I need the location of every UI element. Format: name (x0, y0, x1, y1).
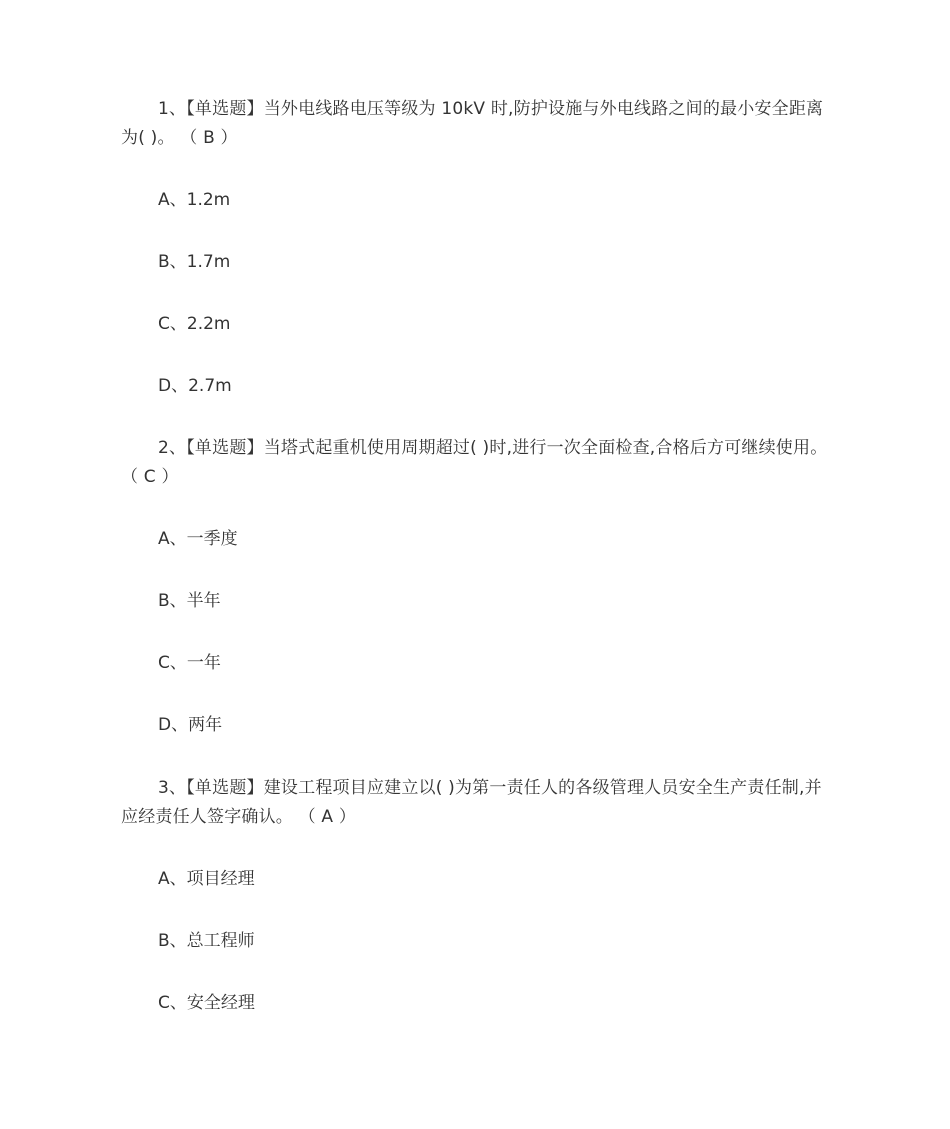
option-text: 1.7m (186, 252, 231, 272)
question-answer: （ A ） (298, 807, 357, 827)
option-letter: A、 (158, 529, 187, 549)
option-letter: A、 (158, 869, 187, 889)
question-type: 【单选题】 (186, 778, 264, 798)
option-letter: D、 (158, 376, 189, 396)
question-3-option-a (158, 867, 255, 891)
option-text: 1.2m (186, 190, 231, 210)
option-text: 半年 (186, 591, 221, 611)
option-text: 总工程师 (186, 931, 255, 951)
question-1-option-a (158, 188, 230, 212)
question-text: 建设工程项目应建立以( )为第一责任人的各级管理人员安全生产责任制,并应经责任人签字确认。 (121, 778, 822, 827)
option-letter: C、 (158, 993, 187, 1013)
option-text: 项目经理 (186, 869, 255, 889)
option-letter: D、 (158, 715, 189, 735)
question-type: 【单选题】 (186, 438, 264, 458)
option-letter: B、 (158, 591, 187, 611)
question-3-option-c (158, 991, 255, 1015)
question-2-option-c (158, 651, 221, 675)
option-letter: B、 (158, 252, 187, 272)
question-type: 【单选题】 (186, 99, 264, 119)
question-1-option-d (158, 374, 232, 398)
question-2-option-a (158, 527, 238, 551)
option-text: 一年 (186, 653, 221, 673)
question-1-option-b (158, 250, 230, 274)
question-answer: （ B ） (180, 128, 238, 148)
option-letter: B、 (158, 931, 187, 951)
question-1-option-c (158, 312, 230, 336)
question-text: 当外电线路电压等级为 10kV 时,防护设施与外电线路之间的最小安全距离为( )。 (121, 99, 824, 148)
question-answer: （ C ） (121, 467, 179, 487)
question-3-option-b (158, 929, 255, 953)
question-text: 当塔式起重机使用周期超过( )时,进行一次全面检查,合格后方可继续使用。 (263, 438, 828, 458)
option-text: 两年 (188, 715, 223, 735)
option-text: 一季度 (186, 529, 238, 549)
option-letter: C、 (158, 314, 187, 334)
question-number: 3、 (158, 778, 187, 798)
question-number: 2、 (158, 438, 187, 458)
question-2 (121, 434, 833, 492)
option-letter: C、 (158, 653, 187, 673)
question-number: 1、 (158, 99, 187, 119)
option-text: 2.2m (186, 314, 231, 334)
option-text: 安全经理 (186, 993, 255, 1013)
question-1 (121, 95, 833, 153)
option-letter: A、 (158, 190, 187, 210)
option-text: 2.7m (188, 376, 232, 396)
question-3 (121, 774, 833, 832)
question-2-option-b (158, 589, 221, 613)
question-2-option-d (158, 713, 222, 737)
